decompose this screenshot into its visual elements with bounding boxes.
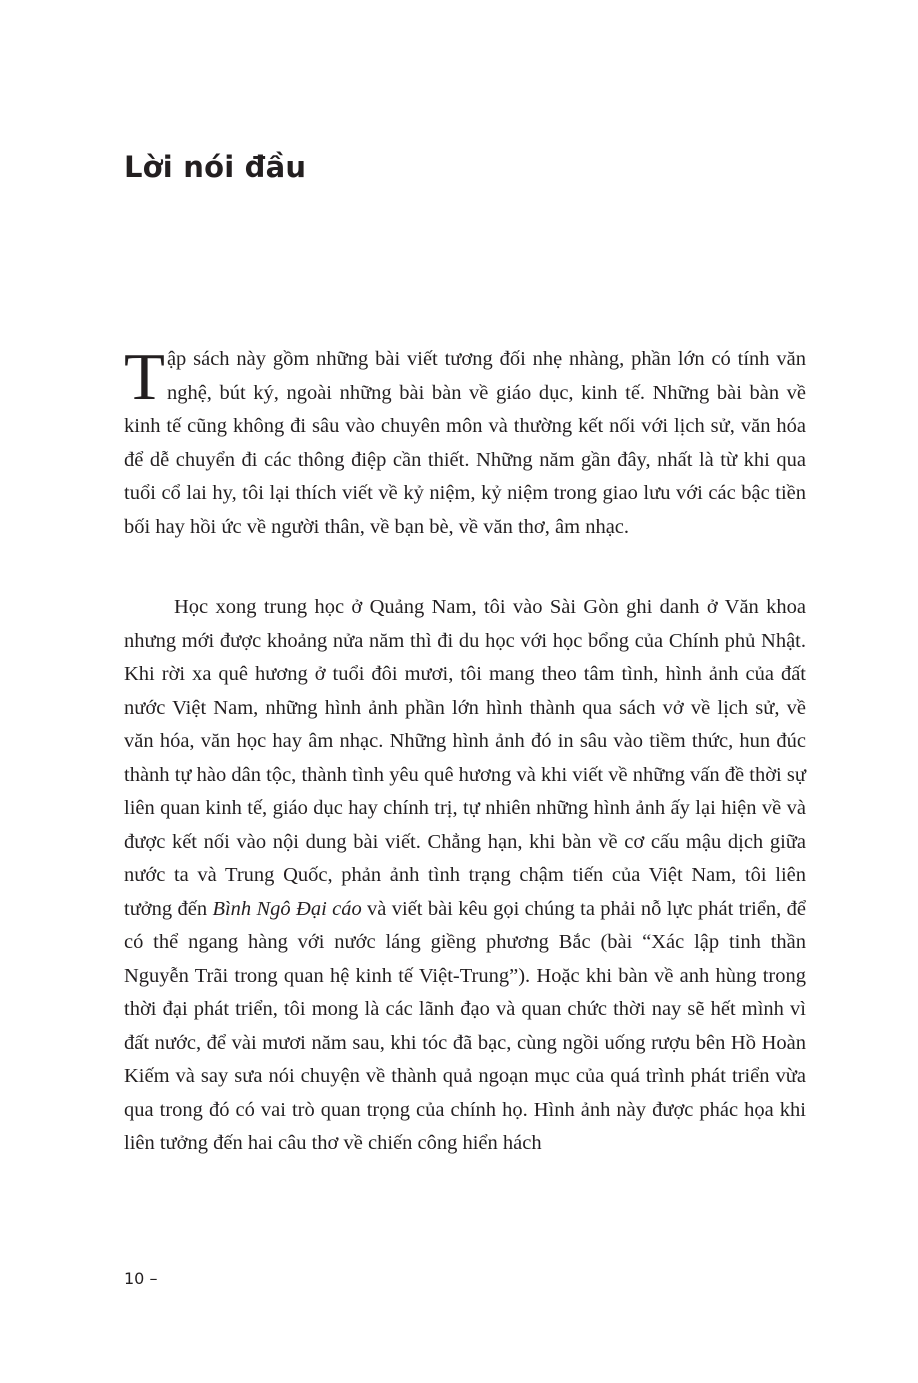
drop-cap: T <box>124 340 165 414</box>
paragraph-2 <box>124 591 806 1161</box>
chapter-heading: Lời nói đầu <box>124 150 307 184</box>
book-title-italic: Bình Ngô Đại cáo <box>212 897 362 920</box>
paragraph-2-text-end: và viết bài kêu gọi chúng ta phải nỗ lực phát triển, để có thể ngang hàng với nước láng giềng phương Bắc (bài “Xác lập tinh thần Nguyễn Trãi trong quan hệ kinh tế Việt-Trung”). Hoặc khi bàn về anh hùng trong thời đại phát triển, tôi mong là các lãnh đạo và quan chức thời nay sẽ hết mình vì đất nước, để vài mươi năm sau, khi tóc đã bạc, cùng ngồi uống rượu bên Hồ Hoàn Kiếm và say sưa nói chuyện về thành quả ngoạn mục của quá trình phát triển vừa qua trong đó có vai trò quan trọng của chính họ. Hình ảnh này được phác họa khi liên tưởng đến hai câu thơ về chiến công hiển hách <box>124 897 806 1154</box>
paragraph-2-text-start: Học xong trung học ở Quảng Nam, tôi vào Sài Gòn ghi danh ở Văn khoa nhưng mới được khoảng nửa năm thì đi du học với học bổng của Chính phủ Nhật. Khi rời xa quê hương ở tuổi đôi mươi, tôi mang theo tâm tình, hình ảnh của đất nước Việt Nam, những hình ảnh phần lớn hình thành qua sách vở về lịch sử, về văn hóa, văn học hay âm nhạc. Những hình ảnh đó in sâu vào tiềm thức, hun đúc thành tự hào dân tộc, thành tình yêu quê hương và khi viết về những vấn đề thời sự liên quan kinh tế, giáo dục hay chính trị, tự nhiên những hình ảnh ấy lại hiện về và được kết nối vào nội dung bài viết. Chẳng hạn, khi bàn về cơ cấu mậu dịch giữa nước ta và Trung Quốc, phản ảnh tình trạng chậm tiến của Việt Nam, tôi liên tưởng đến <box>124 596 806 920</box>
paragraph-1 <box>124 340 806 544</box>
page-number: 10 – <box>124 1269 158 1288</box>
paragraph-1-text: ập sách này gồm những bài viết tương đối nhẹ nhàng, phần lớn có tính văn nghệ, bút ký, ngoài những bài bàn về giáo dục, kinh tế. Những bài bàn về kinh tế cũng không đi sâu vào chuyên môn và thường kết nối với lịch sử, văn hóa để dễ chuyển đi các thông điệp cần thiết. Những năm gần đây, nhất là từ khi qua tuổi cổ lai hy, tôi lại thích viết về kỷ niệm, kỷ niệm trong giao lưu với các bậc tiền bối hay hồi ức về người thân, về bạn bè, về văn thơ, âm nhạc. <box>124 348 806 538</box>
